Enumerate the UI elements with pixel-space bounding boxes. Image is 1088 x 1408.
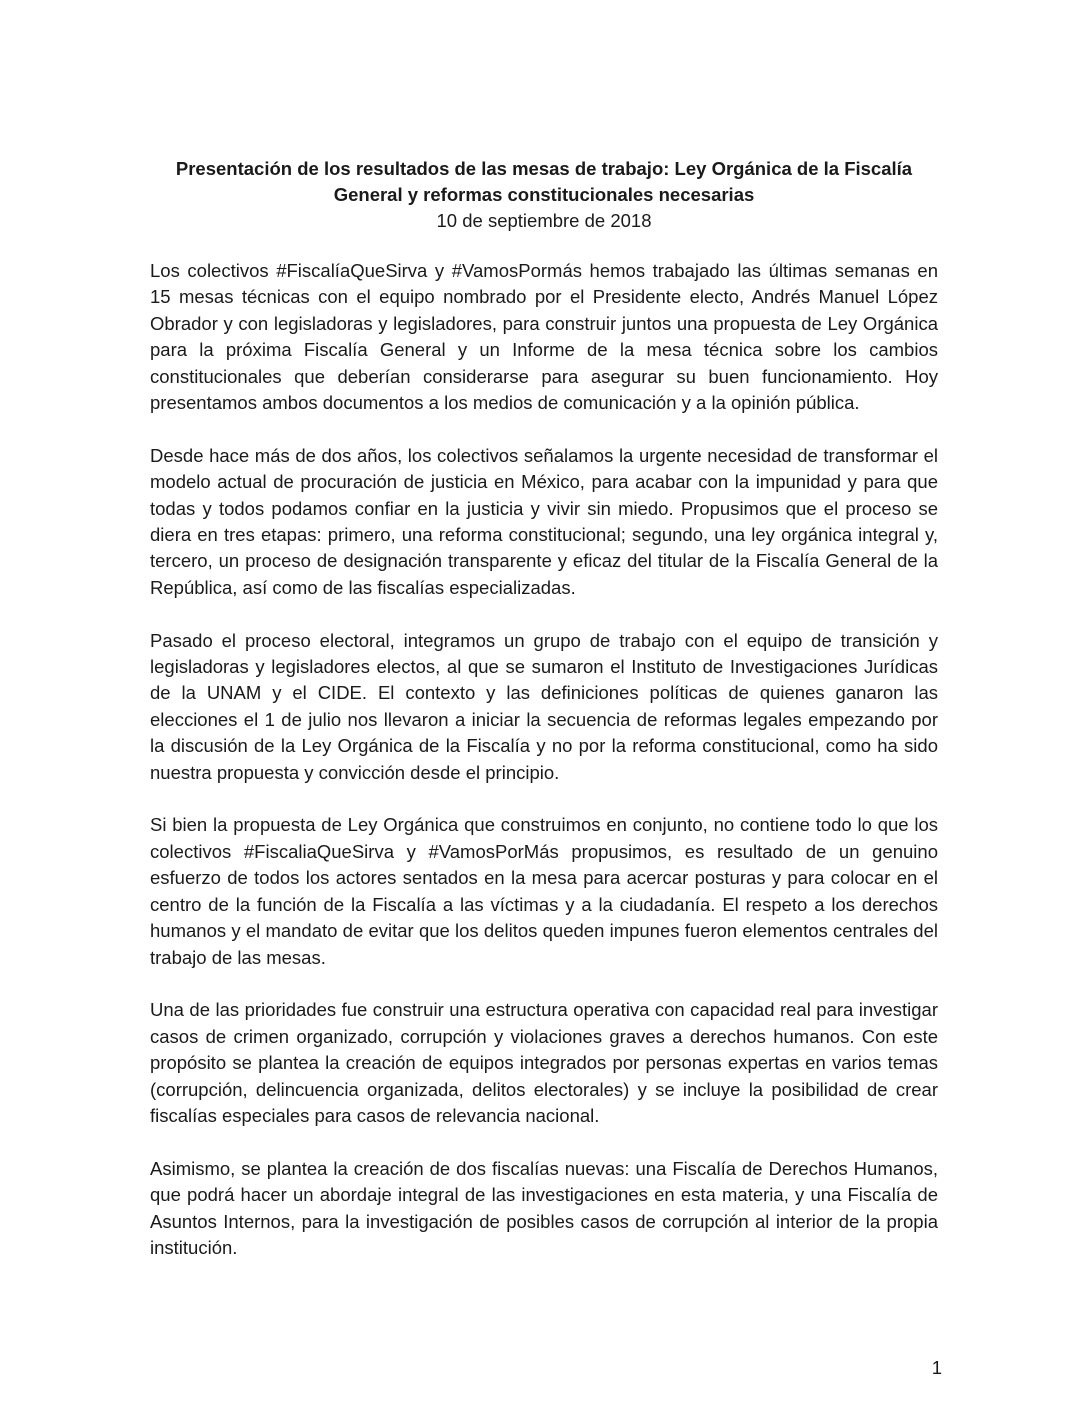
paragraph-2: Desde hace más de dos años, los colectivos señalamos la urgente necesidad de transformar el modelo actual de procuración de justicia en México, para acabar con la impunidad y para que todas y todos podamos confiar en la justicia y vivir sin miedo. Propusimos que el proceso se diera en tres etapas: primero, una reforma constitucional; segundo, una ley orgánica integral y, tercero, un proceso de designación transparente y eficaz del titular de la Fiscalía General de la República, así como de las fiscalías especializadas.	[150, 444, 938, 598]
paragraph-1: Los colectivos #FiscalíaQueSirva y #VamosPormás hemos trabajado las últimas semanas en 15 mesas técnicas con el equipo nombrado por el Presidente electo, Andrés Manuel López Obrador y con legisladoras y legisladores, para construir juntos una propuesta de Ley Orgánica para la próxima Fiscalía General y un Informe de la mesa técnica sobre los cambios constitucionales que deberían considerarse para asegurar su buen funcionamiento. Hoy presentamos ambos documentos a los medios de comunicación y a la opinión pública.	[150, 260, 938, 414]
page-number: 1	[931, 1357, 942, 1378]
paragraph-4: Si bien la propuesta de Ley Orgánica que construimos en conjunto, no contiene todo lo que los colectivos #FiscaliaQueSirva y #VamosPorMás propusimos, es resultado de un genuino esfuerzo de todos los actores sentados en la mesa para acercar posturas y para colocar en el centro de la función de la Fiscalía a las víctimas y a la ciudadanía. El respeto a los derechos humanos y el mandato de evitar que los delitos queden impunes fueron elementos centrales del trabajo de las mesas.	[150, 814, 938, 968]
document-date: 10 de septiembre de 2018	[436, 210, 652, 231]
paragraph-6: Asimismo, se plantea la creación de dos fiscalías nuevas: una Fiscalía de Derechos Humanos, que podrá hacer un abordaje integral de las investigaciones en esta materia, y una Fiscalía de Asuntos Internos, para la investigación de posibles casos de corrupción al interior de la propia institución.	[150, 1157, 938, 1258]
paragraph-5: Una de las prioridades fue construir una estructura operativa con capacidad real para investigar casos de crimen organizado, corrupción y violaciones graves a derechos humanos. Con este propósito se plantea la creación de equipos integrados por personas expertas en varios temas (corrupción, delincuencia organizada, delitos electorales) y se incluye la posibilidad de crear fiscalías especiales para casos de relevancia nacional.	[150, 999, 938, 1126]
document-title: Presentación de los resultados de las mesas de trabajo: Ley Orgánica de la Fiscalía General y reformas constitucionales necesarias	[175, 158, 913, 205]
document-body	[150, 258, 938, 1288]
paragraph-3: Pasado el proceso electoral, integramos un grupo de trabajo con el equipo de transición y legisladoras y legisladores electos, al que se sumaron el Instituto de Investigaciones Jurídicas de la UNAM y el CIDE. El contexto y las definiciones políticas de quienes ganaron las elecciones el 1 de julio nos llevaron a iniciar la secuencia de reformas legales empezando por la discusión de la Ley Orgánica de la Fiscalía y no por la reforma constitucional, como ha sido nuestra propuesta y convicción desde el principio.	[150, 629, 938, 783]
document-heading	[150, 156, 938, 234]
